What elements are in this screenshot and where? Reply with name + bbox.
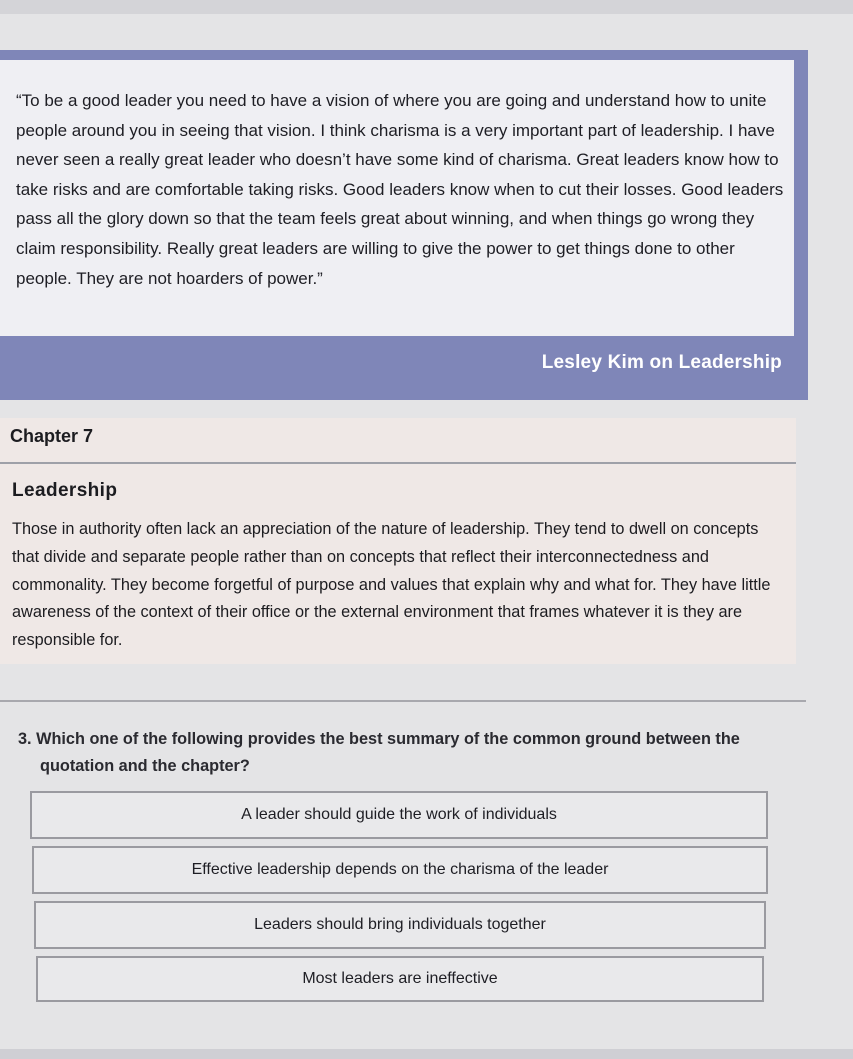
- answer-option-c[interactable]: Leaders should bring individuals together: [34, 901, 766, 949]
- answer-option-b[interactable]: Effective leadership depends on the charisma of the leader: [32, 846, 768, 894]
- bottom-strip: [0, 1049, 853, 1059]
- section-divider: [0, 700, 806, 702]
- answer-option-d[interactable]: Most leaders are ineffective: [36, 956, 764, 1002]
- chapter-label: Chapter 7: [10, 426, 94, 446]
- quote-panel: [0, 50, 808, 400]
- chapter-divider: [0, 462, 796, 464]
- chapter-panel: [0, 418, 796, 664]
- quote-attribution: Lesley Kim on Leadership: [541, 352, 782, 373]
- top-strip: [0, 0, 853, 14]
- answer-option-a[interactable]: A leader should guide the work of individuals: [30, 791, 768, 839]
- chapter-title: Leadership: [12, 480, 118, 501]
- quote-text: “To be a good leader you need to have a vision of where you are going and understand how to unite people around you in seeing that vision. I think charisma is a very important part of leadership. I have never seen a really great leader who doesn’t have some kind of charisma. Great leaders know how to take risks and are comfortable taking risks. Good leaders know when to cut their losses. Good leaders pass all the glory down so that the team feels great about winning, and when things go wrong they claim responsibility. Really great leaders are willing to give the power to get things done to other people. They are not hoarders of power.”: [0, 60, 794, 336]
- question-text: 3. Which one of the following provides the best summary of the common ground between the quotation and the chapter?: [18, 730, 740, 775]
- chapter-text: Those in authority often lack an appreciation of the nature of leadership. They tend to dwell on concepts that divide and separate people rather than on concepts that reflect their interconnectedness and commonality. They become forgetful of purpose and values that explain why and what for. They have little awareness of the context of their office or the external environment that frames whatever it is they are responsible for.: [12, 520, 771, 650]
